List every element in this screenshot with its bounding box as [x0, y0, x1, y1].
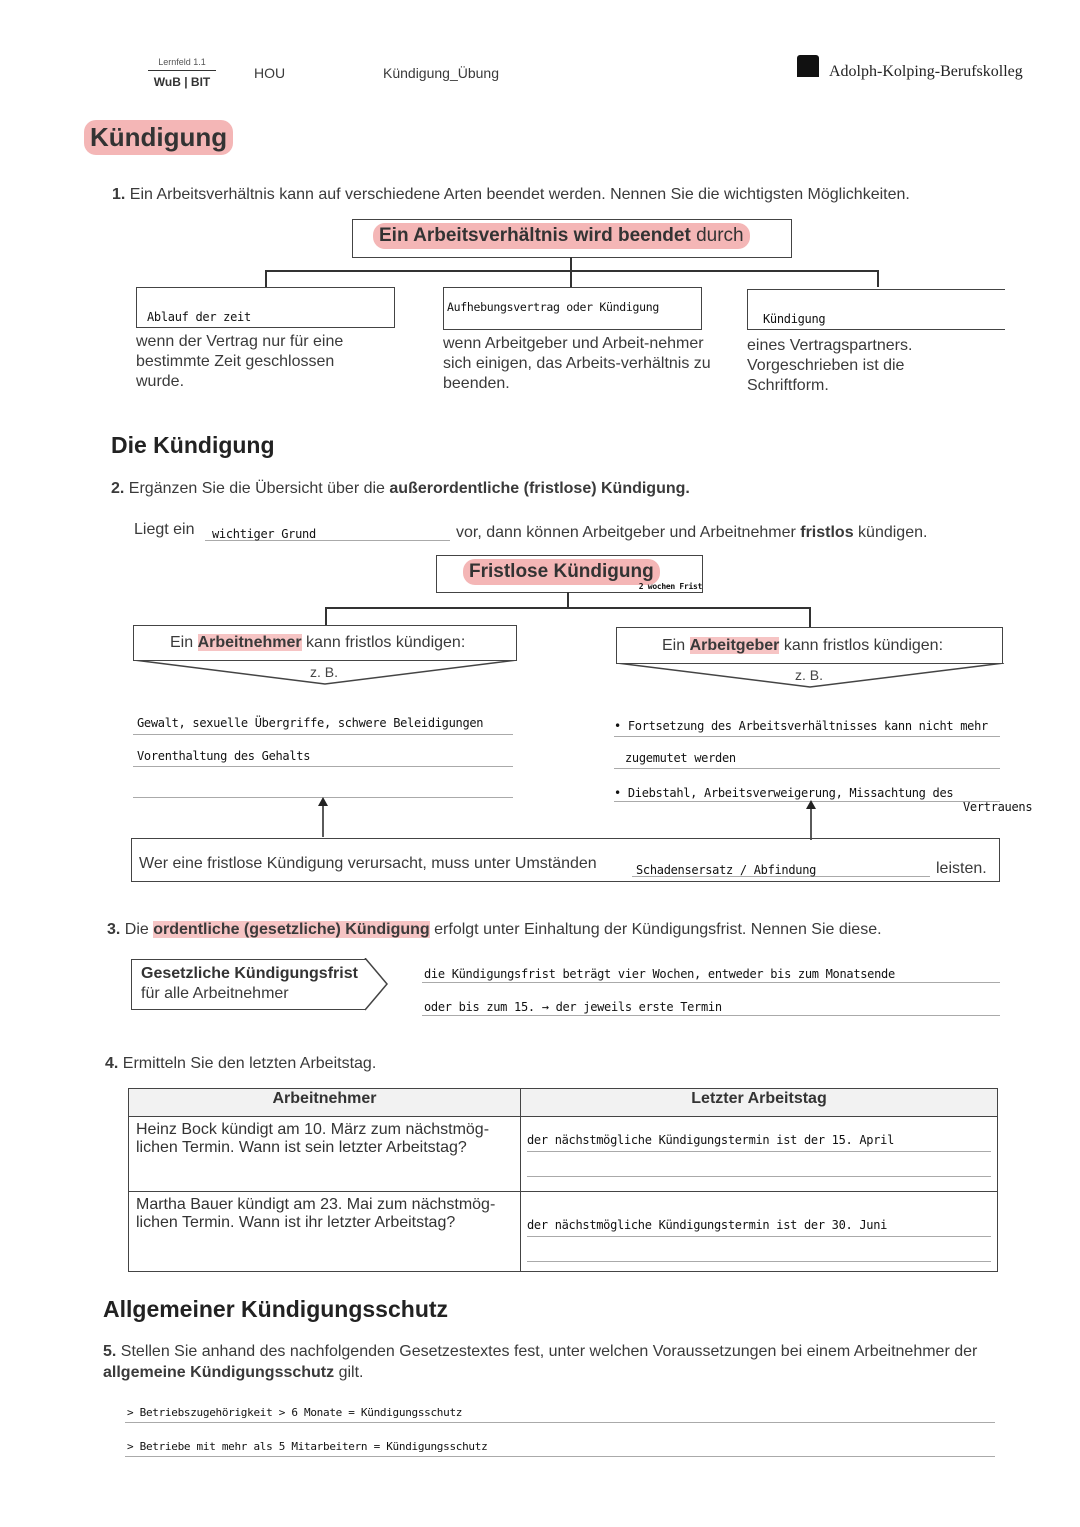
q1-text: Ein Arbeitsverhältnis kann auf verschiedene Arten beendet werden. Nennen Sie die wichtigsten Möglichkeiten. [129, 186, 910, 203]
q2-liegt-label: Liegt ein [134, 521, 195, 538]
q2-left-answer-1: Gewalt, sexuelle Übergriffe, schwere Beleidigungen [137, 716, 484, 730]
last-workday-table [128, 1088, 998, 1272]
q1-root-label: Ein Arbeitsverhältnis wird beendet durch [373, 223, 750, 249]
q1-branch-1-box [136, 287, 395, 328]
q1-branch-2-answer: Aufhebungsvertrag oder Kündigung [447, 300, 659, 314]
q1-branch-1-desc: wenn der Vertrag nur für eine bestimmte Zeit geschlossen wurde. [136, 333, 344, 390]
q2-right-label: Ein Arbeitgeber kann fristlos kündigen: [662, 637, 944, 654]
course: WuB | BIT [153, 75, 211, 89]
q2-consequence-box [131, 838, 1000, 882]
section-title-kuendigungsschutz: Allgemeiner Kündigungsschutz [103, 1296, 449, 1322]
page-title: Kündigung [84, 120, 233, 155]
q5-answer-1: > Betriebszugehörigkeit > 6 Monate = Kündigungsschutz [127, 1406, 463, 1419]
q2-answer-grund: wichtiger Grund [212, 527, 316, 541]
q2-root-note: 2 wochen Frist [638, 582, 702, 591]
q2-consequence-text: Wer eine fristlose Kündigung verursacht, muss unter Umständen [139, 855, 597, 872]
q2-left-zb: z. B. [310, 664, 339, 680]
school-logo-icon [797, 55, 819, 77]
question-1 [112, 186, 910, 204]
q2-right-answer-3: • Diebstahl, Arbeitsverweigerung, Missachtung des [614, 786, 954, 800]
q2-sentence-rest: vor, dann können Arbeitgeber und Arbeitnehmer fristlos kündigen. [456, 524, 928, 541]
q4-answer-2: der nächstmögliche Kündigungstermin ist der 30. Juni [527, 1218, 991, 1237]
col-header-letzter-arbeitstag: Letzter Arbeitstag [521, 1089, 998, 1117]
col-header-arbeitnehmer: Arbeitnehmer [129, 1089, 521, 1117]
q1-branch-2-desc: wenn Arbeitgeber und Arbeit-nehmer sich einigen, das Arbeits-verhältnis zu beenden. [443, 335, 711, 392]
q5-answer-2: > Betriebe mit mehr als 5 Mitarbeitern = Kündigungsschutz [127, 1440, 488, 1453]
q1-branch-3-box [747, 289, 1005, 330]
question-4: 4. Ermitteln Sie den letzten Arbeitstag. [105, 1055, 377, 1072]
lernfeld: Lernfeld 1.1 [148, 57, 216, 71]
question-5: 5. Stellen Sie anhand des nachfolgenden Gesetzestextes fest, unter welchen Voraussetzungen bei einem Arbeitnehmer der allgemeine Kündigungsschutz gilt. [103, 1343, 978, 1381]
file-name: Kündigung_Übung [383, 65, 499, 81]
table-row: Martha Bauer kündigt am 23. Mai zum nächstmög-lichen Termin. Wann ist ihr letzter Arbeitstag? der nächstmögliche Kündigungstermin ist der 30. Juni [129, 1192, 998, 1272]
q4-answer-1: der nächstmögliche Kündigungstermin ist der 15. April [527, 1133, 991, 1152]
q3-box: Gesetzliche Kündigungsfrist für alle Arbeitnehmer [131, 959, 366, 1010]
q1-branch-2-box [443, 287, 702, 330]
table-row: Heinz Bock kündigt am 10. März zum nächstmög-lichen Termin. Wann ist sein letzter Arbeitstag? der nächstmögliche Kündigungstermin ist der 15. April [129, 1117, 998, 1192]
q2-right-box [616, 627, 1003, 664]
q2-right-answer-2: zugemutet werden [625, 751, 736, 765]
arrow-up-icon [316, 797, 330, 837]
q2-root-box [436, 555, 703, 593]
q2-consequence-answer: Schadensersatz / Abfindung [636, 863, 817, 877]
q1-root-box [352, 219, 792, 258]
q2-right-zb: z. B. [795, 667, 824, 683]
arrow-up-icon [804, 800, 818, 840]
q1-branch-3-desc: eines Vertragspartners. Vorgeschrieben ist die Schriftform. [747, 337, 913, 394]
course-label [148, 57, 216, 89]
q1-number: 1. [112, 186, 126, 203]
q1-branch-1-answer: Ablauf der zeit [147, 310, 251, 324]
question-3: 3. Die ordentliche (gesetzliche) Kündigung erfolgt unter Einhaltung der Kündigungsfrist. Nennen Sie diese. [107, 921, 882, 938]
teacher: HOU [254, 65, 286, 81]
q2-root-label: Fristlose Kündigung [463, 559, 660, 585]
school-name: Adolph-Kolping-Berufskolleg [829, 63, 1023, 80]
q2-left-label: Ein Arbeitnehmer kann fristlos kündigen: [170, 634, 466, 651]
q3-answer-1: die Kündigungsfrist beträgt vier Wochen, entweder bis zum Monatsende [424, 967, 895, 981]
q2-consequence-end: leisten. [936, 860, 987, 877]
q2-right-answer-4: Vertrauens [963, 800, 1033, 814]
q3-answer-2: oder bis zum 15. → der jeweils erste Termin [424, 1000, 722, 1014]
q2-left-answer-2: Vorenthaltung des Gehalts [137, 749, 311, 763]
q2-right-answer-1: • Fortsetzung des Arbeitsverhältnisses kann nicht mehr [614, 719, 988, 733]
section-title-die-kuendigung: Die Kündigung [111, 432, 275, 458]
q1-branch-3-answer: Kündigung [763, 312, 826, 326]
q2-left-box [133, 625, 517, 661]
question-2: 2. Ergänzen Sie die Übersicht über die außerordentliche (fristlose) Kündigung. [111, 480, 690, 497]
